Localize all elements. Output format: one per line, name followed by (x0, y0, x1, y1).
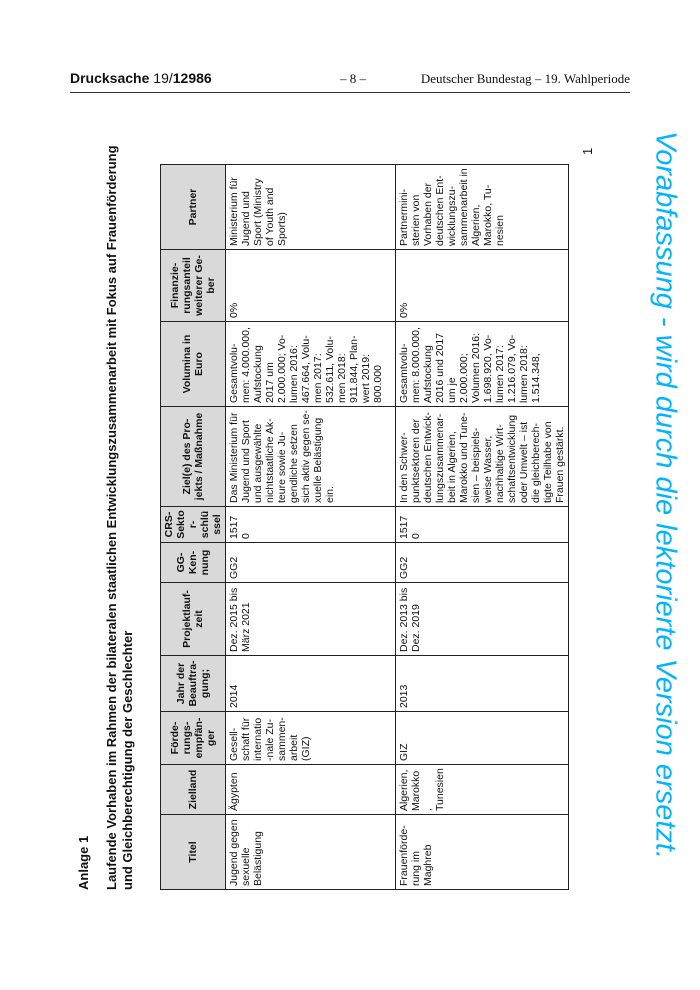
projects-table (160, 164, 569, 890)
col-header-projektlaufzeit: Projektlauf-zeit (161, 583, 226, 656)
col-header-foerderungsempfaenger: Förde-rungs-empfän-ger (161, 712, 226, 765)
cell-volumina: Gesamtvolu-men: 8.000.000, Aufstockung 2016 und 2017 um je 2.000.000; Volumen 2016: 1.698.920, Vo-lumen 2017: 1.216.079, Vo-lumen 2018: 1.514.348, (396, 322, 569, 407)
cell-partner: Ministerium für Jugend und Sport (Ministry of Youth and Sports) (226, 165, 396, 250)
col-header-zielland: Zielland (161, 765, 226, 815)
cell-titel: Frauenförde-rung im Maghreb (396, 815, 569, 890)
cell-zielland: Ägypten (226, 765, 396, 815)
page-header (70, 70, 630, 90)
col-header-gg-kennung: GG-Ken-nung (161, 543, 226, 583)
cell-crs: 15170 (226, 507, 396, 543)
cell-titel: Jugend gegen sexuelle Belästigung (226, 815, 396, 890)
annex-page-number: 1 (580, 147, 595, 155)
cell-foerderungsempfaenger: GIZ (396, 712, 569, 765)
document-number: Drucksache 19/12986 (70, 70, 212, 86)
col-header-partner: Partner (161, 165, 226, 250)
annex-heading: Laufende Vorhaben im Rahmen der bilateralen staatlichen Entwicklungszusammenarbeit mit Fokus auf Frauenförderung und Gleichberechtigung der Geschlechter (104, 145, 135, 890)
parliament-label: Deutscher Bundestag – 19. Wahlperiode (420, 71, 630, 86)
cell-ziele: Das Ministerium für Jugend und Sport und ausgewählte nichtstaatliche Ak-teure sowie Ju-gendliche setzen sich aktiv gegen se-xuelle Belästigung ein. (226, 407, 396, 507)
table-row (226, 165, 396, 890)
cell-jahr: 2014 (226, 656, 396, 712)
watermark-text: Vorabfassung - wird durch die lektorierte Version ersetzt. (649, 130, 682, 860)
cell-gg-kennung: GG2 (396, 543, 569, 583)
page-number: – 8 – (340, 71, 366, 86)
cell-jahr: 2013 (396, 656, 569, 712)
cell-volumina: Gesamtvolu-men: 4.000.000, Aufstockung 2017 um 2.000.000; Vo-lumen 2016: 467.664, Volu-men 2017: 532.611, Volu-men 2018: 911.844, Plan-wert 2019: 800.000 (226, 322, 396, 407)
cell-projektlaufzeit: Dez. 2013 bis Dez. 2019 (396, 583, 569, 656)
col-header-crs: CRS-Sektor-schlü ssel (161, 507, 226, 543)
cell-crs: 15170 (396, 507, 569, 543)
col-header-ziele: Ziel(e) des Pro-jekts / Maßnahme (161, 407, 226, 507)
annex-label: Anlage 1 (76, 835, 91, 890)
col-header-finanzierungsanteil: Finanzie-rungsanteil weiterer Ge-ber (161, 250, 226, 322)
col-header-jahr: Jahr der Beauftra-gung; (161, 656, 226, 712)
cell-foerderungsempfaenger: Gesell-schaft für internatio-nale Zu-sammen-arbeit (GIZ) (226, 712, 396, 765)
cell-zielland: Algerien, Marokko, Tunesien (396, 765, 569, 815)
cell-finanzierungsanteil: 0% (396, 250, 569, 322)
table-row (396, 165, 569, 890)
col-header-volumina: Volumina in Euro (161, 322, 226, 407)
rotated-annex (70, 130, 595, 890)
header-rule (70, 92, 630, 93)
cell-partner: Partnermini-sterien von Vorhaben der deutschen Ent-wicklungszu-sammenarbeit in Algerien, Marokko, Tu-nesien (396, 165, 569, 250)
table-header-row (161, 165, 226, 890)
cell-ziele: In den Schwer-punktsektoren der deutschen Entwick-lungszusammenar-beit in Algerien, Marokko und Tune-sien – beispiels-weise Wasser, nachhaltige Wirt-schaftsentwicklung oder Umwelt – ist die gleichberech-tigte Teilhabe von Frauen gestärkt. (396, 407, 569, 507)
cell-finanzierungsanteil: 0% (226, 250, 396, 322)
cell-gg-kennung: GG2 (226, 543, 396, 583)
col-header-titel: Titel (161, 815, 226, 890)
cell-projektlaufzeit: Dez. 2015 bis März 2021 (226, 583, 396, 656)
